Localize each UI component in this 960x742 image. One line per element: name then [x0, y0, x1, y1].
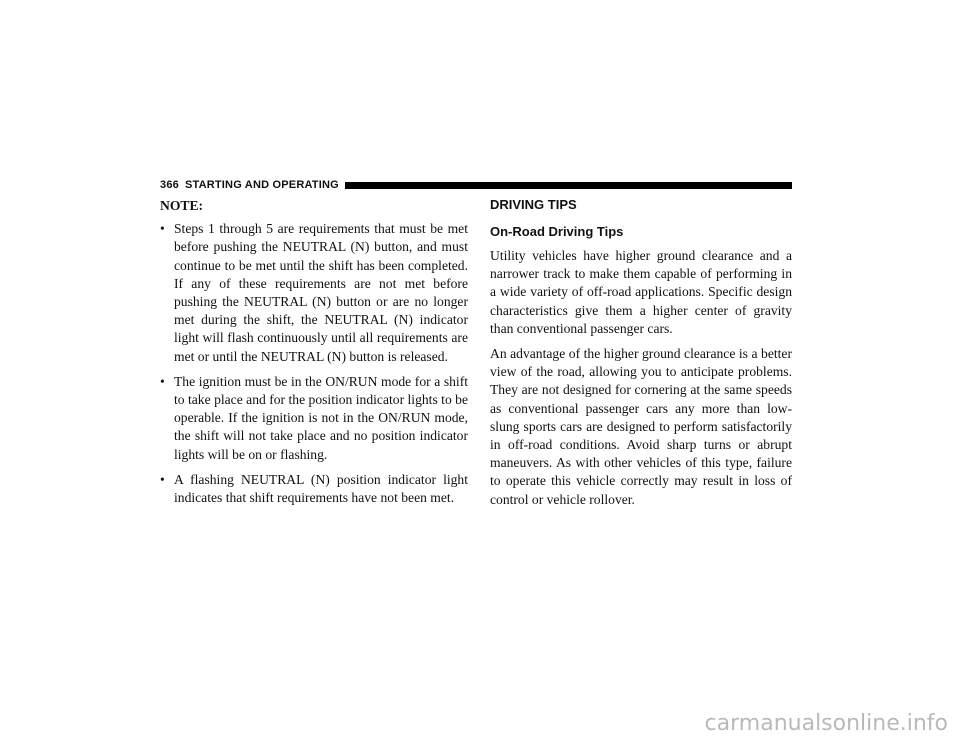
list-item [160, 471, 468, 507]
header-rule [345, 182, 792, 189]
right-column [490, 197, 792, 516]
bullet-icon: • [160, 373, 165, 389]
watermark: carmanualsonline.info [704, 711, 948, 736]
bullet-text: The ignition must be in the ON/RUN mode for a shift to take place and for the position indicator lights to be operable. If the ignition is not in the ON/RUN mode, the shift will not take place and no position indicator lights will be on or flashing. [174, 373, 468, 462]
left-column [160, 197, 468, 514]
subsection-heading: On-Road Driving Tips [490, 224, 624, 239]
bullet-icon: • [160, 471, 165, 487]
body-paragraph: Utility vehicles have higher ground clearance and a narrower track to make them capable of performing in a wide variety of off-road applications. Specific design characteristics give them a higher center of gravity than conventional passenger cars. [490, 248, 792, 336]
bullet-text: A flashing NEUTRAL (N) position indicator light indicates that shift requirements have not been met. [174, 471, 468, 506]
bullet-icon: • [160, 221, 165, 237]
section-title: STARTING AND OPERATING [184, 179, 339, 191]
page-header [160, 178, 792, 192]
section-heading: DRIVING TIPS [490, 197, 577, 212]
body-paragraph: An advantage of the higher ground clearance is a better view of the road, allowing you to anticipate problems. They are not designed for cornering at the same speeds as conventional passenger cars any more than low-slung sports cars are designed to perform satisfactorily in off-road conditions. Avoid sharp turns or abrupt maneuvers. As with other vehicles of this type, failure to operate this vehicle correctly may result in loss of control or vehicle rollover. [490, 346, 792, 507]
bullet-text: Steps 1 through 5 are requirements that must be met before pushing the NEUTRAL (N) button, and must continue to be met until the shift has been completed. If any of these requirements are not met before pushing the NEUTRAL (N) button or are no longer met during the shift, the NEUTRAL (N) indicator light will flash continuously until all requirements are met or until the NEUTRAL (N) button is released. [174, 221, 468, 364]
page-number: 366 [160, 179, 179, 191]
note-label: NOTE: [160, 198, 204, 213]
list-item [160, 373, 468, 464]
list-item [160, 220, 468, 366]
note-bullet-list [160, 220, 468, 507]
